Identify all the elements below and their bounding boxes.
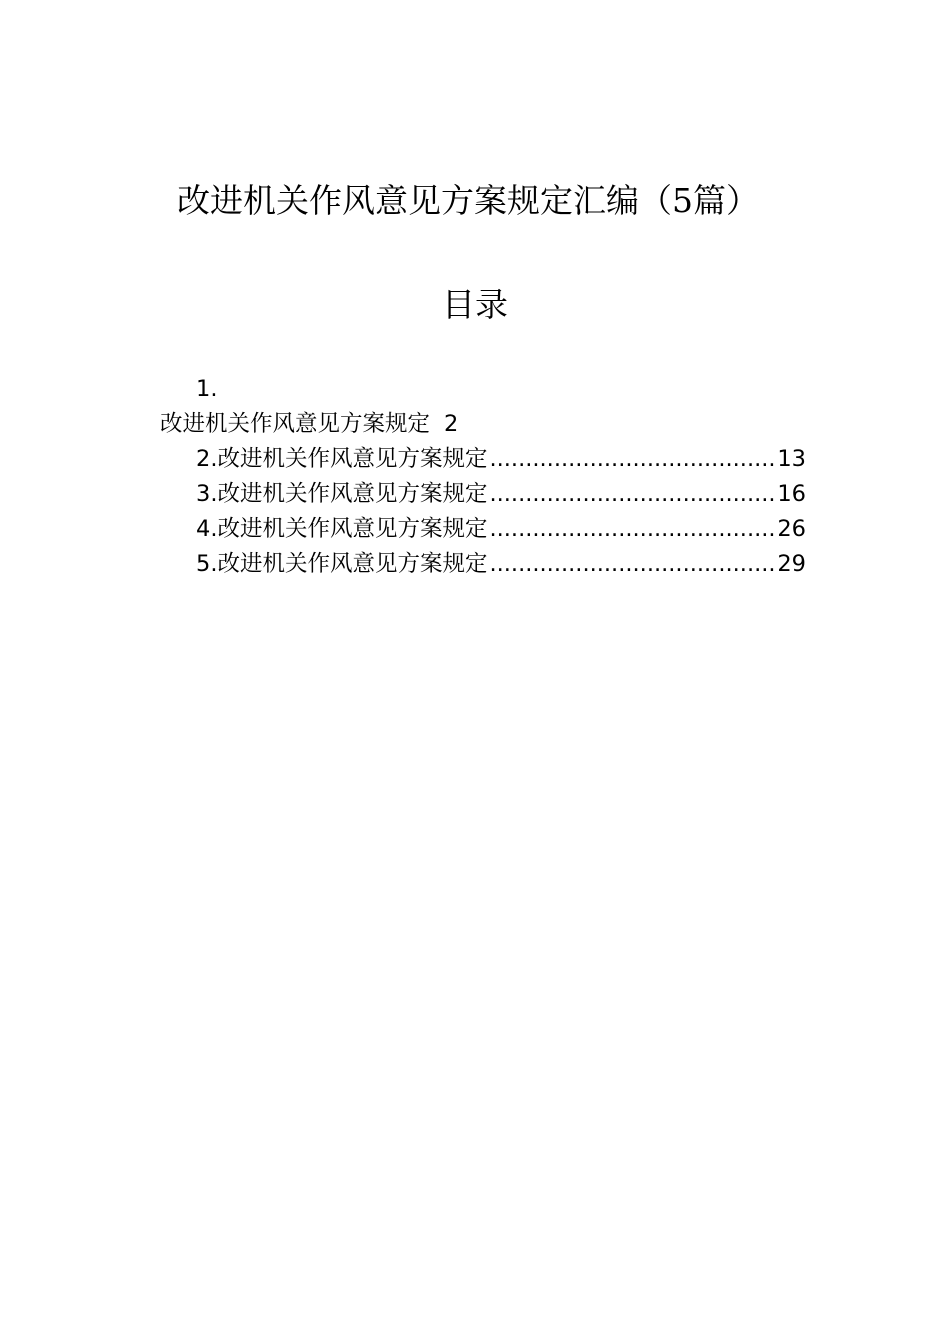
toc-leader-dots: [489, 512, 775, 547]
table-of-contents: [160, 372, 806, 582]
toc-entry-page: 26: [777, 516, 806, 542]
toc-entry-1[interactable]: [160, 407, 806, 442]
toc-entry-page: 13: [777, 446, 806, 472]
toc-leader-dots: [489, 547, 775, 582]
toc-entry-label: 3.改进机关作风意见方案规定: [196, 481, 488, 507]
toc-entry-page: 16: [777, 481, 806, 507]
document-title: 改进机关作风意见方案规定汇编（5篇）: [177, 181, 759, 220]
toc-entry-page: 29: [777, 551, 806, 577]
toc-entry-5[interactable]: [160, 547, 806, 582]
toc-entry-4[interactable]: [160, 512, 806, 547]
toc-entry-1-number[interactable]: 1.: [196, 376, 218, 402]
toc-entry-3[interactable]: [160, 477, 806, 512]
toc-entry-2[interactable]: [160, 442, 806, 477]
toc-entry-label: 5.改进机关作风意见方案规定: [196, 551, 488, 577]
toc-entry-1-page: 2: [444, 411, 459, 437]
toc-entry-label: 4.改进机关作风意见方案规定: [196, 516, 488, 542]
toc-heading: 目录: [442, 285, 508, 324]
toc-entry-label: 2.改进机关作风意见方案规定: [196, 446, 488, 472]
toc-leader-dots: [489, 442, 775, 477]
toc-entry-1-label: 改进机关作风意见方案规定: [160, 411, 431, 437]
toc-leader-dots: [489, 477, 775, 512]
